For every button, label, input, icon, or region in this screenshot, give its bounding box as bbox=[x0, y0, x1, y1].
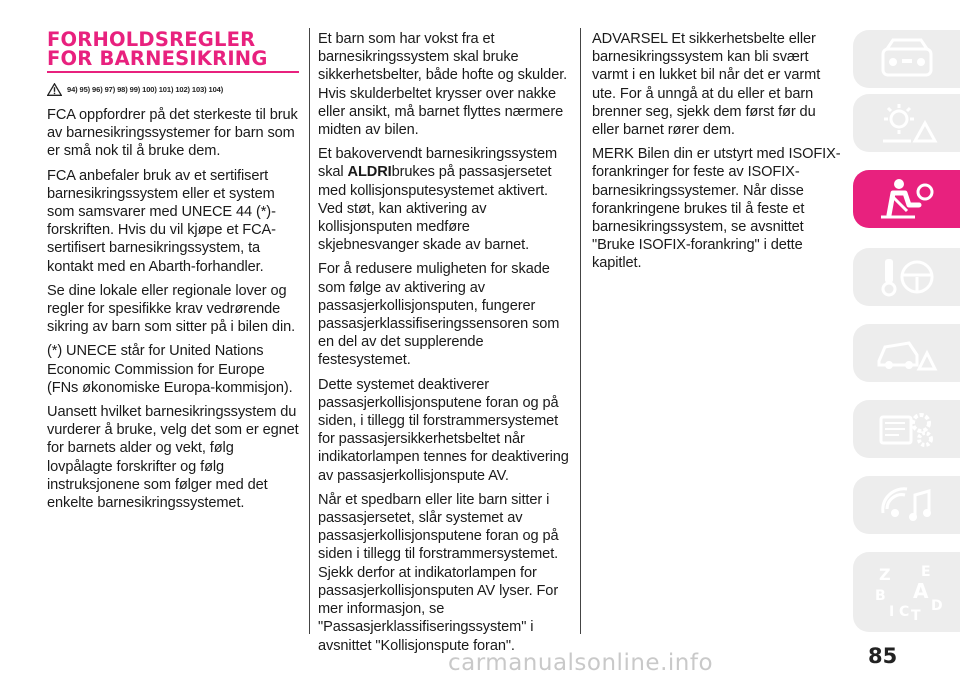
warning-references bbox=[47, 83, 299, 96]
chapter-sidebar bbox=[853, 24, 960, 644]
column-2 bbox=[318, 30, 572, 661]
paragraph: Uansett hvilket barnesikringssystem du vurderer å bruke, velg det som er egnet for barnets alder og vekt, følg lovpålagte forskrifter og følg instruksjonene som følger med det enkelte barnesikringssystemet. bbox=[47, 404, 299, 512]
car-emergency-icon bbox=[875, 331, 939, 375]
alphabetical-index-icon bbox=[871, 560, 943, 624]
paragraph-text: Et bakovervendt barnesikringssystem skal bbox=[318, 146, 558, 181]
heading-underline bbox=[47, 71, 299, 73]
column-3 bbox=[592, 30, 842, 279]
paragraph: FCA oppfordrer på det sterkeste til bruk av barnesikringssystemer for barn som er små nok til å bruke dem. bbox=[47, 107, 298, 160]
svg-text:D: D bbox=[930, 598, 943, 614]
column-divider bbox=[309, 28, 310, 634]
svg-text:T: T bbox=[910, 608, 921, 624]
column-divider bbox=[580, 28, 581, 634]
page-number: 85 bbox=[868, 644, 898, 668]
svg-text:C: C bbox=[898, 604, 909, 620]
tab-starting-driving[interactable] bbox=[853, 248, 960, 306]
watermark: carmanualsonline.info bbox=[448, 650, 714, 676]
seat-airbag-safety-icon bbox=[875, 175, 939, 223]
svg-text:B: B bbox=[874, 588, 886, 604]
svg-text:E: E bbox=[920, 564, 931, 580]
reference-numbers: 94) 95) 96) 97) 98) 99) 100) 101) 102) 103) 104) bbox=[67, 84, 224, 94]
emphasis-text: ALDRI bbox=[347, 164, 392, 181]
note-paragraph: MERK Bilen din er utstyrt med ISOFIX-forankringer for feste av ISOFIX-barnesikringssystemer. Når disse forankringene brukes til å feste et barnesikringssystem, se avsnittet "Bruke ISOFIX-forankring" i dette kapitlet. bbox=[592, 146, 841, 272]
svg-text:A: A bbox=[912, 579, 928, 603]
footnote: (*) UNECE står for United Nations Economic Commission for Europe (FNs økonomiske Europa-kommisjon). bbox=[47, 343, 293, 396]
paragraph: For å redusere muligheten for skade som følge av aktivering av passasjerkollisjonsputen, fungerer passasjerklassifiseringssensoren som en del av det supplerende festesystemet. bbox=[318, 261, 560, 369]
svg-text:Z: Z bbox=[878, 565, 891, 584]
warning-triangle-icon bbox=[47, 83, 62, 96]
column-1 bbox=[47, 28, 299, 518]
tab-car-dashboard[interactable] bbox=[853, 30, 960, 88]
svg-text:I: I bbox=[888, 604, 894, 620]
tab-warning-lights[interactable] bbox=[853, 94, 960, 152]
paragraph: Dette systemet deaktiverer passasjerkollisjonsputene foran og på siden, i tillegg til forstrammersystemet for passasjersikkerhetsbeltet når indikatorlampen tennes for deaktivering av passasjerkollisjonspute AV. bbox=[318, 376, 569, 484]
tab-multimedia[interactable] bbox=[853, 476, 960, 534]
car-dashboard-icon bbox=[875, 37, 939, 81]
paragraph: Se dine lokale eller regionale lover og regler for spesifikke krav vedrørende sikring av barn som sitter på i bilen din. bbox=[47, 282, 296, 336]
tab-maintenance[interactable] bbox=[853, 400, 960, 458]
tab-safety[interactable] bbox=[853, 170, 960, 228]
tab-index[interactable] bbox=[853, 552, 960, 632]
maintenance-gears-icon bbox=[875, 407, 939, 451]
paragraph bbox=[318, 145, 572, 254]
multimedia-icon bbox=[875, 483, 939, 527]
tab-emergency[interactable] bbox=[853, 324, 960, 382]
paragraph: Når et spedbarn eller lite barn sitter i passasjersetet, slår systemet av passasjerkollisjonsputene foran og på siden i tillegg til forstrammersystemet. Sjekk derfor at indikatorlampen for passasjerkollisjonsputen AV lyser. For mer informasjon, se "Passasjerklassifiseringssystem" i avsnittet "Kollisjonspute foran". bbox=[318, 491, 559, 654]
paragraph: Et barn som har vokst fra et barnesikringssystem skal bruke sikkerhetsbelter, både hofte og skulder. Hvis skulderbeltet krysser over nakke eller ansikt, må barnet flyttes nærmere midten av bilen. bbox=[318, 31, 568, 139]
paragraph-text: brukes på passasjersetet med kollisjonsputesystemet aktivert. Ved støt, kan aktivering av kollisjonsputen medføre skjebnesvanger skade av barnet. bbox=[318, 164, 552, 254]
section-heading: FORHOLDSREGLER FOR BARNESIKRING bbox=[47, 28, 268, 70]
warning-paragraph: ADVARSEL Et sikkerhetsbelte eller barnesikringssystem kan bli svært varmt i en lukket bil når det er varmt ute. For å unngå at du eller et barn brenner seg, sjekk dem først før du eller barnet rører dem. bbox=[592, 31, 821, 139]
warning-lights-icon bbox=[875, 101, 939, 145]
key-steering-wheel-icon bbox=[875, 255, 939, 299]
paragraph: FCA anbefaler bruk av et sertifisert barnesikringssystem eller et system som samsvarer med UNECE 44 (*)-forskriften. Hvis du vil kjøpe et FCA-sertifisert barnesikringssystem, ta kontakt med en Abarth-forhandler. bbox=[47, 167, 276, 275]
